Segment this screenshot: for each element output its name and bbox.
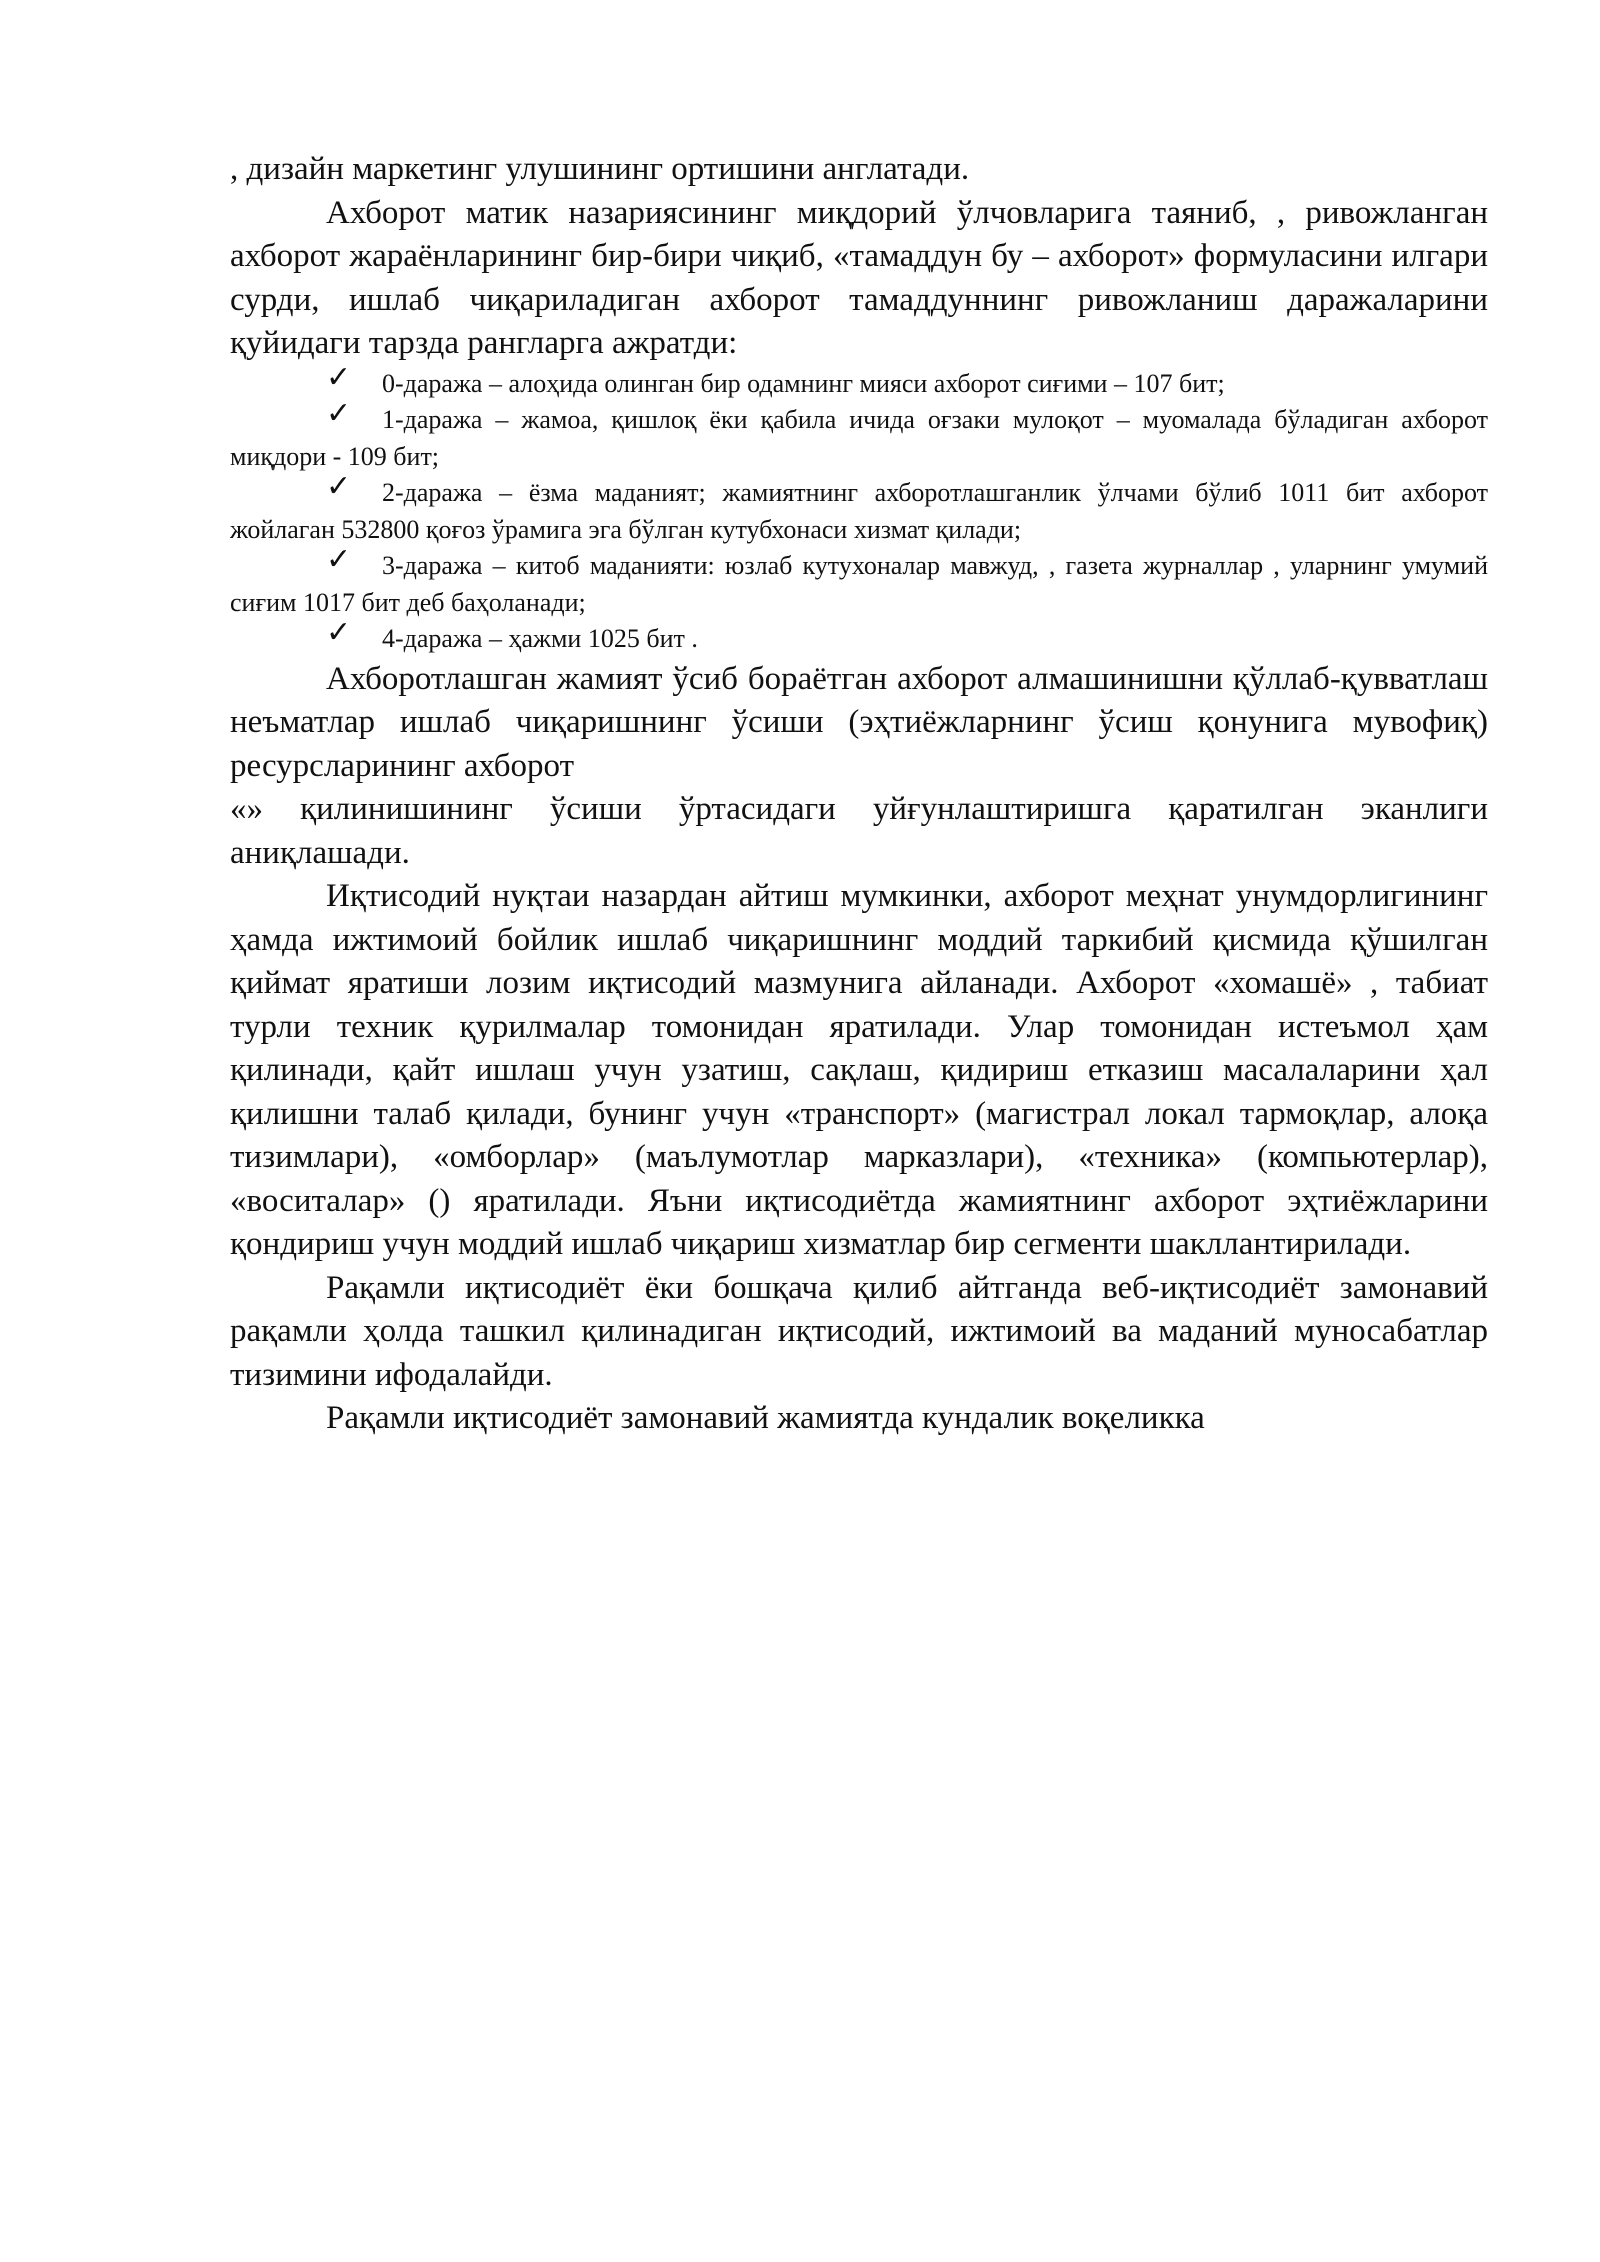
paragraph-line: Ахборотлашган жамият ўсиб бораётган ахборот алмашинишни қўллаб-қувватлаш неъматлар ишлаб чиқаришнинг ўсиши (эҳтиёжларнинг ўсиш қонунига мувофиқ) ресурсларининг ахборот (230, 660, 1488, 784)
paragraph-information-society-continued: «» қилинишининг ўсиши ўртасидаги уйғунлаштиришга қаратилган эканлиги аниқлашади. (230, 791, 1488, 871)
list-item (230, 359, 1488, 403)
paragraph-continuation: , дизайн маркетинг улушининг ортишини англатади. (230, 151, 970, 187)
checkmark-icon: ✓ (326, 615, 352, 650)
list-item-text: 4-даража – ҳажми 1025 бит . (382, 624, 698, 653)
document-page (230, 148, 1488, 1441)
checkmark-icon: ✓ (326, 469, 352, 504)
list-item-text: 2-даража – ёзма маданият; жамиятнинг ахборотлашганлик ўлчами бўлиб 1011 бит ахборот жойлаган 532800 қоғоз ўрамига эга бўлган кутубхонаси хизмат қилади; (230, 478, 1488, 544)
paragraph-economic-view: Иқтисодий нуқтаи назардан айтиш мумкинки, ахборот меҳнат унумдорлигининг ҳамда ижтимоий бойлик ишлаб чиқаришнинг моддий таркибий қисмида қўшилган қиймат яратиши лозим иқтисодий мазмунига айланади. Ахборот «хомашё» , табиат турли техник қурилмалар томонидан яратилади. Улар томонидан истеъмол ҳам қилинади, қайт ишлаш учун узатиш, сақлаш, қидириш етказиш масалаларини ҳал қилишни талаб қилади, бунинг учун «транспорт» (магистрал локал тармоқлар, алоқа тизимлари), «омборлар» (маълумотлар марказлари), «техника» (компьютерлар), «воситалар» () яратилади. Яъни иқтисодиётда жамиятнинг ахборот эҳтиёжларини қондириш учун моддий ишлаб чиқариш хизматлар бир сегменти шакллантирилади. (230, 878, 1488, 1262)
list-item (230, 615, 1488, 658)
civilization-levels-list (230, 359, 1488, 658)
list-item (230, 469, 1488, 548)
checkmark-icon: ✓ (326, 396, 352, 431)
paragraph-information-society (230, 658, 1488, 789)
checkmark-icon: ✓ (326, 542, 352, 577)
paragraph-information-theory: Ахборот матик назариясининг миқдорий ўлчовларига таяниб, , ривожланган ахборот жараёнларининг бир-бири чиқиб, «тамаддун бу – ахборот» формуласини илгари сурди, ишлаб чиқариладиган ахборот тамаддуннинг ривожланиш даражаларини қуйидаги тарзда рангларга ажратди: (230, 194, 1488, 361)
list-item-text: 0-даража – алоҳида олинган бир одамнинг мияси ахборот сиғими – 107 бит; (382, 368, 1225, 398)
list-item-text: 3-даража – китоб маданияти: юзлаб кутухоналар мавжуд, , газета журналлар , уларнинг умумий сиғим 1017 бит деб баҳоланади; (230, 551, 1488, 617)
paragraph-digital-economy-definition: Рақамли иқтисодиёт ёки бошқача қилиб айтганда веб-иқтисодиёт замонавий рақамли ҳолда ташкил қилинадиган иқтисодий, ижтимоий ва маданий муносабатлар тизимини ифодалайди. (230, 1269, 1488, 1393)
checkmark-icon: ✓ (326, 359, 352, 395)
list-item (230, 396, 1488, 475)
list-item (230, 542, 1488, 621)
paragraph-digital-economy-reality: Рақамли иқтисодиёт замонавий жамиятда кундалик воқеликка (326, 1400, 1205, 1436)
list-item-text: 1-даража – жамоа, қишлоқ ёки қабила ичида оғзаки мулоқот – муомалада бўладиган ахборот миқдори - 109 бит; (230, 405, 1488, 471)
